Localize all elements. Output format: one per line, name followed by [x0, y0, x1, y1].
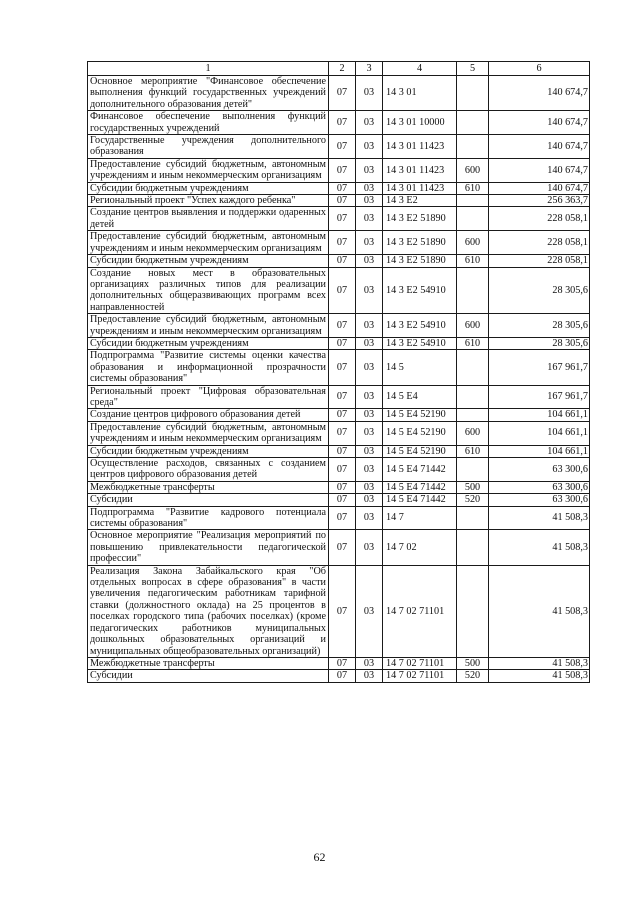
- cell-name: Создание центров цифрового образования детей: [88, 409, 329, 421]
- cell-name: Субсидии: [88, 494, 329, 506]
- cell-amount: 41 508,3: [489, 565, 590, 657]
- cell-target-article: 14 3 E2 54910: [383, 337, 457, 349]
- cell-amount: 167 961,7: [489, 350, 590, 385]
- cell-target-article: 14 3 01 10000: [383, 111, 457, 135]
- cell-section: 07: [329, 314, 356, 338]
- cell-expense-type: 610: [457, 337, 489, 349]
- cell-target-article: 14 5: [383, 350, 457, 385]
- cell-name: Региональный проект "Цифровая образовательная среда": [88, 385, 329, 409]
- table-row: [88, 481, 590, 493]
- cell-amount: 63 300,6: [489, 481, 590, 493]
- cell-section: 07: [329, 255, 356, 267]
- cell-expense-type: [457, 135, 489, 159]
- cell-section: 07: [329, 350, 356, 385]
- cell-expense-type: [457, 565, 489, 657]
- cell-amount: 28 305,6: [489, 267, 590, 314]
- cell-target-article: 14 3 01: [383, 76, 457, 111]
- cell-name: Предоставление субсидий бюджетным, автономным учреждениям и иным некоммерческим организациям: [88, 421, 329, 445]
- cell-subsection: 03: [356, 76, 383, 111]
- cell-amount: 104 661,1: [489, 445, 590, 457]
- cell-subsection: 03: [356, 255, 383, 267]
- table-row: [88, 182, 590, 194]
- cell-subsection: 03: [356, 207, 383, 231]
- cell-section: 07: [329, 445, 356, 457]
- cell-name: Предоставление субсидий бюджетным, автономным учреждениям и иным некоммерческим организациям: [88, 314, 329, 338]
- column-header-3: 3: [356, 62, 383, 76]
- cell-subsection: 03: [356, 111, 383, 135]
- cell-amount: 228 058,1: [489, 231, 590, 255]
- cell-target-article: 14 3 E2 54910: [383, 267, 457, 314]
- cell-target-article: 14 5 E4 71442: [383, 494, 457, 506]
- cell-amount: 104 661,1: [489, 409, 590, 421]
- cell-section: 07: [329, 111, 356, 135]
- cell-section: 07: [329, 76, 356, 111]
- cell-name: Субсидии бюджетным учреждениям: [88, 337, 329, 349]
- cell-expense-type: 500: [457, 657, 489, 669]
- column-header-4: 4: [383, 62, 457, 76]
- cell-expense-type: [457, 111, 489, 135]
- cell-expense-type: [457, 530, 489, 565]
- cell-expense-type: 520: [457, 670, 489, 682]
- cell-name: Субсидии бюджетным учреждениям: [88, 255, 329, 267]
- cell-expense-type: [457, 195, 489, 207]
- cell-subsection: 03: [356, 158, 383, 182]
- cell-expense-type: 600: [457, 158, 489, 182]
- table-row: [88, 135, 590, 159]
- cell-expense-type: 520: [457, 494, 489, 506]
- table-row: [88, 231, 590, 255]
- cell-target-article: 14 5 E4 71442: [383, 458, 457, 482]
- cell-amount: 140 674,7: [489, 111, 590, 135]
- cell-subsection: 03: [356, 182, 383, 194]
- cell-subsection: 03: [356, 135, 383, 159]
- table-body: [88, 76, 590, 683]
- cell-subsection: 03: [356, 458, 383, 482]
- cell-section: 07: [329, 207, 356, 231]
- cell-section: 07: [329, 458, 356, 482]
- cell-name: Основное мероприятие "Финансовое обеспечение выполнения функций государственных учреждений дополнительного образования детей": [88, 76, 329, 111]
- cell-subsection: 03: [356, 530, 383, 565]
- cell-section: 07: [329, 421, 356, 445]
- table-row: [88, 530, 590, 565]
- cell-subsection: 03: [356, 409, 383, 421]
- cell-subsection: 03: [356, 445, 383, 457]
- table-row: [88, 494, 590, 506]
- cell-subsection: 03: [356, 494, 383, 506]
- cell-name: Субсидии: [88, 670, 329, 682]
- cell-expense-type: 500: [457, 481, 489, 493]
- cell-amount: 28 305,6: [489, 314, 590, 338]
- cell-section: 07: [329, 670, 356, 682]
- cell-expense-type: [457, 385, 489, 409]
- cell-subsection: 03: [356, 481, 383, 493]
- cell-amount: 140 674,7: [489, 182, 590, 194]
- table-row: [88, 657, 590, 669]
- table-row: [88, 445, 590, 457]
- cell-section: 07: [329, 494, 356, 506]
- table-row: [88, 111, 590, 135]
- cell-name: Субсидии бюджетным учреждениям: [88, 182, 329, 194]
- table-row: [88, 670, 590, 682]
- cell-section: 07: [329, 231, 356, 255]
- cell-section: 07: [329, 267, 356, 314]
- cell-target-article: 14 7 02 71101: [383, 565, 457, 657]
- cell-target-article: 14 7 02 71101: [383, 670, 457, 682]
- cell-name: Создание новых мест в образовательных организациях различных типов для реализации дополнительных общеразвивающих программ всех направленностей: [88, 267, 329, 314]
- table-row: [88, 337, 590, 349]
- cell-target-article: 14 5 E4 52190: [383, 421, 457, 445]
- table-row: [88, 421, 590, 445]
- cell-target-article: 14 5 E4 52190: [383, 445, 457, 457]
- cell-amount: 41 508,3: [489, 506, 590, 530]
- cell-subsection: 03: [356, 231, 383, 255]
- table-row: [88, 409, 590, 421]
- cell-section: 07: [329, 565, 356, 657]
- column-header-5: 5: [457, 62, 489, 76]
- cell-target-article: 14 7 02: [383, 530, 457, 565]
- cell-subsection: 03: [356, 385, 383, 409]
- column-header-2: 2: [329, 62, 356, 76]
- table-row: [88, 458, 590, 482]
- cell-target-article: 14 3 01 11423: [383, 135, 457, 159]
- cell-subsection: 03: [356, 565, 383, 657]
- table-row: [88, 207, 590, 231]
- table-row: [88, 76, 590, 111]
- cell-expense-type: 600: [457, 421, 489, 445]
- cell-section: 07: [329, 158, 356, 182]
- cell-name: Государственные учреждения дополнительного образования: [88, 135, 329, 159]
- cell-expense-type: [457, 506, 489, 530]
- table-row: [88, 314, 590, 338]
- cell-amount: 140 674,7: [489, 76, 590, 111]
- cell-target-article: 14 3 01 11423: [383, 158, 457, 182]
- cell-target-article: 14 5 E4 71442: [383, 481, 457, 493]
- cell-section: 07: [329, 135, 356, 159]
- cell-target-article: 14 3 E2 51890: [383, 207, 457, 231]
- cell-name: Межбюджетные трансферты: [88, 657, 329, 669]
- budget-table: [87, 61, 590, 683]
- cell-section: 07: [329, 506, 356, 530]
- cell-target-article: 14 5 E4: [383, 385, 457, 409]
- cell-name: Подпрограмма "Развитие системы оценки качества образования и информационной прозрачности системы образования": [88, 350, 329, 385]
- cell-section: 07: [329, 481, 356, 493]
- cell-name: Межбюджетные трансферты: [88, 481, 329, 493]
- cell-subsection: 03: [356, 314, 383, 338]
- table-row: [88, 565, 590, 657]
- cell-name: Осуществление расходов, связанных с созданием центров цифрового образования детей: [88, 458, 329, 482]
- table-row: [88, 385, 590, 409]
- cell-amount: 104 661,1: [489, 421, 590, 445]
- cell-name: Предоставление субсидий бюджетным, автономным учреждениям и иным некоммерческим организациям: [88, 158, 329, 182]
- cell-section: 07: [329, 657, 356, 669]
- table-row: [88, 350, 590, 385]
- cell-amount: 140 674,7: [489, 135, 590, 159]
- table-row: [88, 255, 590, 267]
- cell-subsection: 03: [356, 350, 383, 385]
- cell-target-article: 14 3 E2 51890: [383, 231, 457, 255]
- cell-subsection: 03: [356, 657, 383, 669]
- column-header-6: 6: [489, 62, 590, 76]
- cell-section: 07: [329, 409, 356, 421]
- cell-name: Подпрограмма "Развитие кадрового потенциала системы образования": [88, 506, 329, 530]
- cell-expense-type: 600: [457, 314, 489, 338]
- table-row: [88, 195, 590, 207]
- cell-expense-type: [457, 409, 489, 421]
- cell-name: Создание центров выявления и поддержки одаренных детей: [88, 207, 329, 231]
- cell-target-article: 14 7 02 71101: [383, 657, 457, 669]
- cell-expense-type: [457, 76, 489, 111]
- cell-amount: 256 363,7: [489, 195, 590, 207]
- cell-amount: 63 300,6: [489, 458, 590, 482]
- cell-expense-type: 600: [457, 231, 489, 255]
- cell-name: Реализация Закона Забайкальского края "Об отдельных вопросах в сфере образования" в части увеличения педагогическим работникам тарифной ставки (должностного оклада) на 25 процентов в поселках городского типа (рабочих поселках) (кроме педагогических работников муниципальных дошкольных образовательных организаций и муниципальных общеобразовательных организаций): [88, 565, 329, 657]
- table-row: [88, 506, 590, 530]
- cell-subsection: 03: [356, 195, 383, 207]
- cell-expense-type: 610: [457, 182, 489, 194]
- cell-section: 07: [329, 530, 356, 565]
- cell-name: Предоставление субсидий бюджетным, автономным учреждениям и иным некоммерческим организациям: [88, 231, 329, 255]
- table-row: [88, 267, 590, 314]
- cell-target-article: 14 5 E4 52190: [383, 409, 457, 421]
- cell-amount: 41 508,3: [489, 670, 590, 682]
- table-header-row: [88, 62, 590, 76]
- cell-expense-type: 610: [457, 445, 489, 457]
- cell-amount: 167 961,7: [489, 385, 590, 409]
- cell-section: 07: [329, 337, 356, 349]
- cell-section: 07: [329, 385, 356, 409]
- cell-target-article: 14 3 E2 51890: [383, 255, 457, 267]
- cell-target-article: 14 7: [383, 506, 457, 530]
- cell-name: Региональный проект "Успех каждого ребенка": [88, 195, 329, 207]
- cell-subsection: 03: [356, 670, 383, 682]
- cell-section: 07: [329, 182, 356, 194]
- cell-amount: 28 305,6: [489, 337, 590, 349]
- cell-subsection: 03: [356, 337, 383, 349]
- cell-subsection: 03: [356, 506, 383, 530]
- cell-amount: 228 058,1: [489, 207, 590, 231]
- cell-name: Основное мероприятие "Реализация мероприятий по повышению привлекательности педагогической профессии": [88, 530, 329, 565]
- cell-target-article: 14 3 01 11423: [383, 182, 457, 194]
- cell-expense-type: [457, 350, 489, 385]
- cell-expense-type: [457, 267, 489, 314]
- cell-section: 07: [329, 195, 356, 207]
- cell-expense-type: 610: [457, 255, 489, 267]
- cell-target-article: 14 3 E2: [383, 195, 457, 207]
- cell-amount: 63 300,6: [489, 494, 590, 506]
- cell-name: Субсидии бюджетным учреждениям: [88, 445, 329, 457]
- cell-expense-type: [457, 207, 489, 231]
- cell-amount: 41 508,3: [489, 530, 590, 565]
- cell-subsection: 03: [356, 267, 383, 314]
- table-row: [88, 158, 590, 182]
- page-number: 62: [313, 850, 326, 864]
- cell-target-article: 14 3 E2 54910: [383, 314, 457, 338]
- cell-amount: 140 674,7: [489, 158, 590, 182]
- cell-name: Финансовое обеспечение выполнения функций государственных учреждений: [88, 111, 329, 135]
- cell-subsection: 03: [356, 421, 383, 445]
- column-header-1: 1: [88, 62, 329, 76]
- cell-expense-type: [457, 458, 489, 482]
- cell-amount: 228 058,1: [489, 255, 590, 267]
- cell-amount: 41 508,3: [489, 657, 590, 669]
